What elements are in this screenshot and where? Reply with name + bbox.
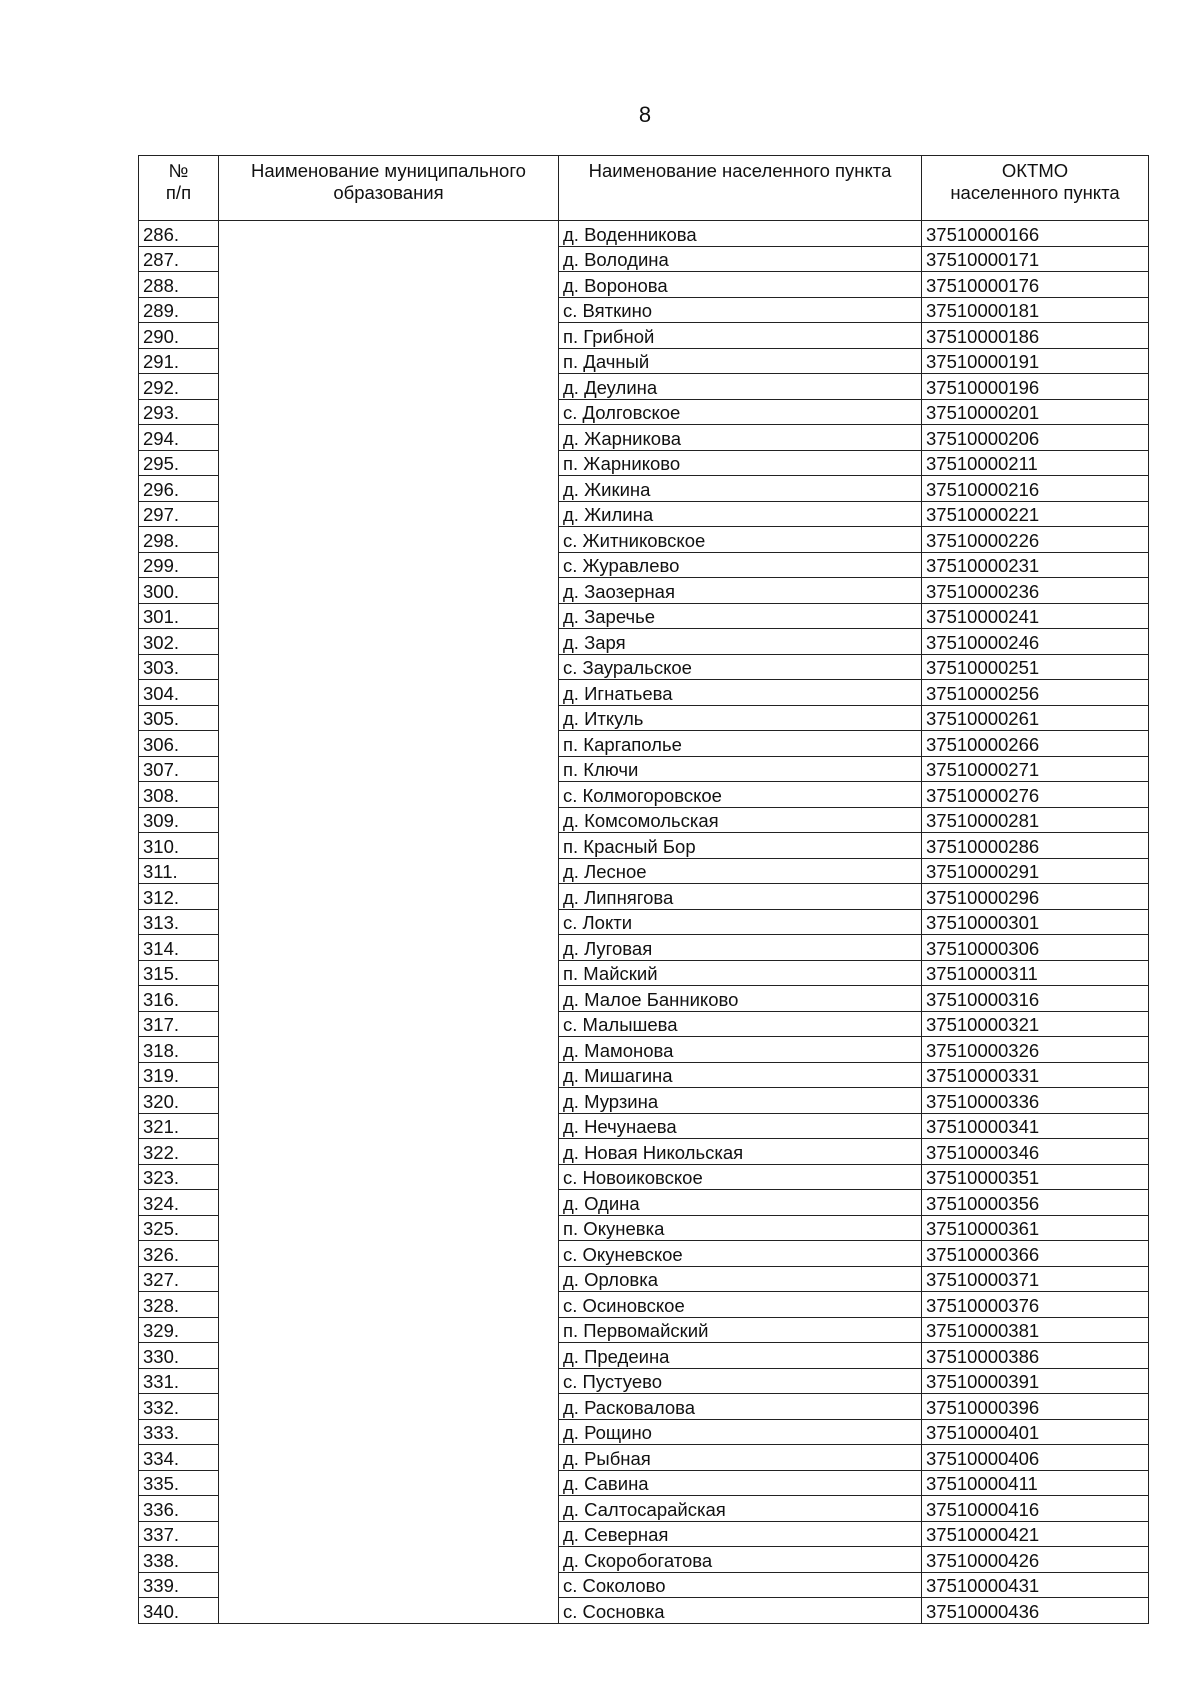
settlements-table xyxy=(138,155,1149,1624)
row-number: 288. xyxy=(139,272,219,298)
settlement-name: д. Расковалова xyxy=(559,1394,922,1420)
row-number: 323. xyxy=(139,1164,219,1190)
row-number: 297. xyxy=(139,501,219,527)
row-number: 322. xyxy=(139,1139,219,1165)
row-number: 315. xyxy=(139,960,219,986)
header-row xyxy=(139,156,1149,221)
row-number: 328. xyxy=(139,1292,219,1318)
row-number: 317. xyxy=(139,1011,219,1037)
oktmo-code: 37510000261 xyxy=(922,705,1149,731)
settlement-name: д. Воронова xyxy=(559,272,922,298)
oktmo-code: 37510000381 xyxy=(922,1317,1149,1343)
settlement-name: с. Новоиковское xyxy=(559,1164,922,1190)
settlement-name: с. Окуневское xyxy=(559,1241,922,1267)
oktmo-code: 37510000276 xyxy=(922,782,1149,808)
oktmo-code: 37510000191 xyxy=(922,348,1149,374)
settlement-name: п. Красный Бор xyxy=(559,833,922,859)
oktmo-code: 37510000296 xyxy=(922,884,1149,910)
row-number: 287. xyxy=(139,246,219,272)
settlement-name: д. Мишагина xyxy=(559,1062,922,1088)
row-number: 300. xyxy=(139,578,219,604)
oktmo-code: 37510000356 xyxy=(922,1190,1149,1216)
oktmo-code: 37510000266 xyxy=(922,731,1149,757)
oktmo-code: 37510000421 xyxy=(922,1521,1149,1547)
settlement-name: д. Новая Никольская xyxy=(559,1139,922,1165)
row-number: 303. xyxy=(139,654,219,680)
row-number: 299. xyxy=(139,552,219,578)
settlement-name: д. Деулина xyxy=(559,374,922,400)
row-number: 313. xyxy=(139,909,219,935)
oktmo-code: 37510000361 xyxy=(922,1215,1149,1241)
oktmo-code: 37510000166 xyxy=(922,221,1149,247)
settlement-name: д. Лесное xyxy=(559,858,922,884)
row-number: 336. xyxy=(139,1496,219,1522)
row-number: 324. xyxy=(139,1190,219,1216)
oktmo-code: 37510000346 xyxy=(922,1139,1149,1165)
oktmo-code: 37510000391 xyxy=(922,1368,1149,1394)
settlement-name: д. Мурзина xyxy=(559,1088,922,1114)
settlement-name: п. Дачный xyxy=(559,348,922,374)
row-number: 304. xyxy=(139,680,219,706)
settlement-name: д. Игнатьева xyxy=(559,680,922,706)
oktmo-code: 37510000271 xyxy=(922,756,1149,782)
oktmo-code: 37510000281 xyxy=(922,807,1149,833)
settlement-name: д. Савина xyxy=(559,1470,922,1496)
settlement-name: с. Вяткино xyxy=(559,297,922,323)
oktmo-code: 37510000216 xyxy=(922,476,1149,502)
oktmo-code: 37510000286 xyxy=(922,833,1149,859)
row-number: 314. xyxy=(139,935,219,961)
oktmo-code: 37510000236 xyxy=(922,578,1149,604)
oktmo-code: 37510000176 xyxy=(922,272,1149,298)
row-number: 286. xyxy=(139,221,219,247)
settlement-name: п. Жарниково xyxy=(559,450,922,476)
row-number: 329. xyxy=(139,1317,219,1343)
row-number: 298. xyxy=(139,527,219,553)
settlement-name: п. Окуневка xyxy=(559,1215,922,1241)
oktmo-code: 37510000431 xyxy=(922,1572,1149,1598)
oktmo-code: 37510000246 xyxy=(922,629,1149,655)
settlement-name: д. Орловка xyxy=(559,1266,922,1292)
row-number: 292. xyxy=(139,374,219,400)
row-number: 318. xyxy=(139,1037,219,1063)
settlement-name: д. Володина xyxy=(559,246,922,272)
oktmo-code: 37510000226 xyxy=(922,527,1149,553)
settlement-name: д. Заозерная xyxy=(559,578,922,604)
row-number: 321. xyxy=(139,1113,219,1139)
settlement-name: с. Соколово xyxy=(559,1572,922,1598)
oktmo-code: 37510000416 xyxy=(922,1496,1149,1522)
settlement-name: д. Одина xyxy=(559,1190,922,1216)
row-number: 331. xyxy=(139,1368,219,1394)
row-number: 334. xyxy=(139,1445,219,1471)
oktmo-code: 37510000221 xyxy=(922,501,1149,527)
settlement-name: д. Жикина xyxy=(559,476,922,502)
oktmo-code: 37510000401 xyxy=(922,1419,1149,1445)
settlement-name: с. Колмогоровское xyxy=(559,782,922,808)
settlement-name: д. Иткуль xyxy=(559,705,922,731)
header-municipality: Наименование муниципального образования xyxy=(219,156,559,221)
header-settlement: Наименование населенного пункта xyxy=(559,156,922,221)
row-number: 308. xyxy=(139,782,219,808)
settlement-name: д. Жилина xyxy=(559,501,922,527)
oktmo-code: 37510000196 xyxy=(922,374,1149,400)
row-number: 319. xyxy=(139,1062,219,1088)
settlement-name: д. Салтосарайская xyxy=(559,1496,922,1522)
oktmo-code: 37510000426 xyxy=(922,1547,1149,1573)
settlement-name: п. Ключи xyxy=(559,756,922,782)
row-number: 316. xyxy=(139,986,219,1012)
header-num: № п/п xyxy=(139,156,219,221)
page-number: 8 xyxy=(638,102,652,127)
settlement-name: д. Рыбная xyxy=(559,1445,922,1471)
oktmo-code: 37510000336 xyxy=(922,1088,1149,1114)
oktmo-code: 37510000366 xyxy=(922,1241,1149,1267)
settlement-name: с. Пустуево xyxy=(559,1368,922,1394)
settlement-name: д. Малое Банниково xyxy=(559,986,922,1012)
settlement-name: д. Скоробогатова xyxy=(559,1547,922,1573)
oktmo-code: 37510000301 xyxy=(922,909,1149,935)
row-number: 306. xyxy=(139,731,219,757)
oktmo-code: 37510000326 xyxy=(922,1037,1149,1063)
table-header xyxy=(139,156,1149,221)
table-body xyxy=(139,221,1149,1624)
oktmo-code: 37510000436 xyxy=(922,1598,1149,1624)
row-number: 310. xyxy=(139,833,219,859)
oktmo-code: 37510000396 xyxy=(922,1394,1149,1420)
oktmo-code: 37510000241 xyxy=(922,603,1149,629)
row-number: 340. xyxy=(139,1598,219,1624)
settlement-name: д. Северная xyxy=(559,1521,922,1547)
settlement-name: д. Заря xyxy=(559,629,922,655)
row-number: 333. xyxy=(139,1419,219,1445)
settlement-name: д. Мамонова xyxy=(559,1037,922,1063)
settlement-name: д. Липнягова xyxy=(559,884,922,910)
row-number: 309. xyxy=(139,807,219,833)
header-oktmo: ОКТМО населенного пункта xyxy=(922,156,1149,221)
oktmo-code: 37510000386 xyxy=(922,1343,1149,1369)
row-number: 301. xyxy=(139,603,219,629)
oktmo-code: 37510000256 xyxy=(922,680,1149,706)
row-number: 290. xyxy=(139,323,219,349)
row-number: 302. xyxy=(139,629,219,655)
row-number: 325. xyxy=(139,1215,219,1241)
settlement-name: с. Зауральское xyxy=(559,654,922,680)
row-number: 327. xyxy=(139,1266,219,1292)
settlement-name: с. Локти xyxy=(559,909,922,935)
oktmo-code: 37510000331 xyxy=(922,1062,1149,1088)
oktmo-code: 37510000251 xyxy=(922,654,1149,680)
row-number: 337. xyxy=(139,1521,219,1547)
row-number: 296. xyxy=(139,476,219,502)
oktmo-code: 37510000171 xyxy=(922,246,1149,272)
settlement-name: д. Рощино xyxy=(559,1419,922,1445)
oktmo-code: 37510000351 xyxy=(922,1164,1149,1190)
row-number: 312. xyxy=(139,884,219,910)
row-number: 339. xyxy=(139,1572,219,1598)
settlement-name: п. Грибной xyxy=(559,323,922,349)
settlement-name: с. Осиновское xyxy=(559,1292,922,1318)
row-number: 311. xyxy=(139,858,219,884)
settlement-name: с. Житниковское xyxy=(559,527,922,553)
oktmo-code: 37510000186 xyxy=(922,323,1149,349)
oktmo-code: 37510000231 xyxy=(922,552,1149,578)
municipality-cell xyxy=(219,221,559,1624)
oktmo-code: 37510000406 xyxy=(922,1445,1149,1471)
oktmo-code: 37510000411 xyxy=(922,1470,1149,1496)
settlement-name: д. Жарникова xyxy=(559,425,922,451)
row-number: 295. xyxy=(139,450,219,476)
row-number: 332. xyxy=(139,1394,219,1420)
row-number: 326. xyxy=(139,1241,219,1267)
oktmo-code: 37510000316 xyxy=(922,986,1149,1012)
oktmo-code: 37510000211 xyxy=(922,450,1149,476)
row-number: 335. xyxy=(139,1470,219,1496)
oktmo-code: 37510000206 xyxy=(922,425,1149,451)
settlement-name: д. Нечунаева xyxy=(559,1113,922,1139)
row-number: 294. xyxy=(139,425,219,451)
row-number: 320. xyxy=(139,1088,219,1114)
row-number: 291. xyxy=(139,348,219,374)
settlement-name: с. Малышева xyxy=(559,1011,922,1037)
settlement-name: д. Заречье xyxy=(559,603,922,629)
settlement-name: д. Предеина xyxy=(559,1343,922,1369)
settlement-name: д. Комсомольская xyxy=(559,807,922,833)
settlement-name: п. Каргаполье xyxy=(559,731,922,757)
settlement-name: д. Воденникова xyxy=(559,221,922,247)
row-number: 338. xyxy=(139,1547,219,1573)
settlement-name: с. Журавлево xyxy=(559,552,922,578)
settlement-name: с. Сосновка xyxy=(559,1598,922,1624)
oktmo-code: 37510000321 xyxy=(922,1011,1149,1037)
row-number: 305. xyxy=(139,705,219,731)
row-number: 307. xyxy=(139,756,219,782)
oktmo-code: 37510000181 xyxy=(922,297,1149,323)
oktmo-code: 37510000291 xyxy=(922,858,1149,884)
settlement-name: п. Первомайский xyxy=(559,1317,922,1343)
oktmo-code: 37510000306 xyxy=(922,935,1149,961)
settlement-name: п. Майский xyxy=(559,960,922,986)
table-row xyxy=(139,221,1149,247)
settlement-name: с. Долговское xyxy=(559,399,922,425)
oktmo-code: 37510000376 xyxy=(922,1292,1149,1318)
oktmo-code: 37510000311 xyxy=(922,960,1149,986)
oktmo-code: 37510000371 xyxy=(922,1266,1149,1292)
oktmo-code: 37510000341 xyxy=(922,1113,1149,1139)
oktmo-code: 37510000201 xyxy=(922,399,1149,425)
settlement-name: д. Луговая xyxy=(559,935,922,961)
row-number: 293. xyxy=(139,399,219,425)
row-number: 330. xyxy=(139,1343,219,1369)
row-number: 289. xyxy=(139,297,219,323)
